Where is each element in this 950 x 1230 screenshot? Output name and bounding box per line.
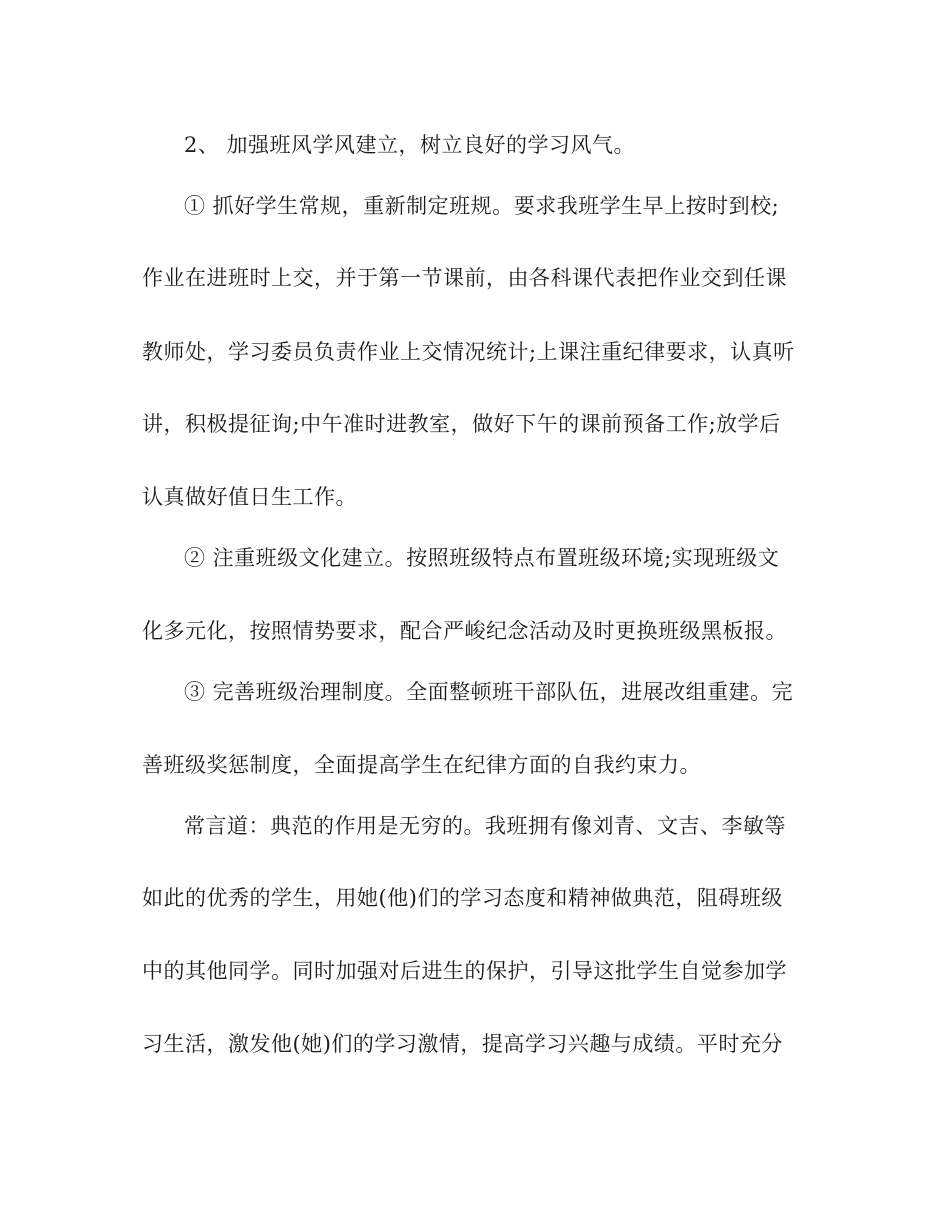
text-line: 化多元化，按照情势要求，配合严峻纪念活动及时更换班级黑板报。 [142,619,787,643]
text-line: 认真做好值日生工作。 [142,485,357,509]
text-line: 善班级奖惩制度，全面提高学生在纪律方面的自我约束力。 [142,753,701,777]
text-line: ③ 完善班级治理制度。全面整顿班干部队伍，进展改组重建。完 [184,680,794,704]
text-line: 如此的优秀的学生，用她(他)们的学习态度和精神做典范，阻碍班级 [142,886,783,910]
text-line: 常言道：典范的作用是无穷的。我班拥有像刘青、文吉、李敏等 [184,814,786,838]
text-line: 教师处，学习委员负责作业上交情况统计;上课注重纪律要求，认真听 [142,340,795,364]
text-line: 讲，积极提征询;中午准时进教室，做好下午的课前预备工作;放学后 [142,412,781,436]
text-line: ① 抓好学生常规，重新制定班规。要求我班学生早上按时到校; [184,194,780,218]
text-line: 2、 加强班风学风建立，树立良好的学习风气。 [184,133,636,157]
text-line: 作业在进班时上交，并于第一节课前，由各科课代表把作业交到任课 [142,266,787,290]
text-line: 习生活，激发他(她)们的学习激情，提高学习兴趣与成绩。平时充分 [142,1032,783,1056]
text-line: ② 注重班级文化建立。按照班级特点布置班级环境;实现班级文 [184,546,780,570]
text-line: 中的其他同学。同时加强对后进生的保护，引导这批学生自觉参加学 [142,959,787,983]
